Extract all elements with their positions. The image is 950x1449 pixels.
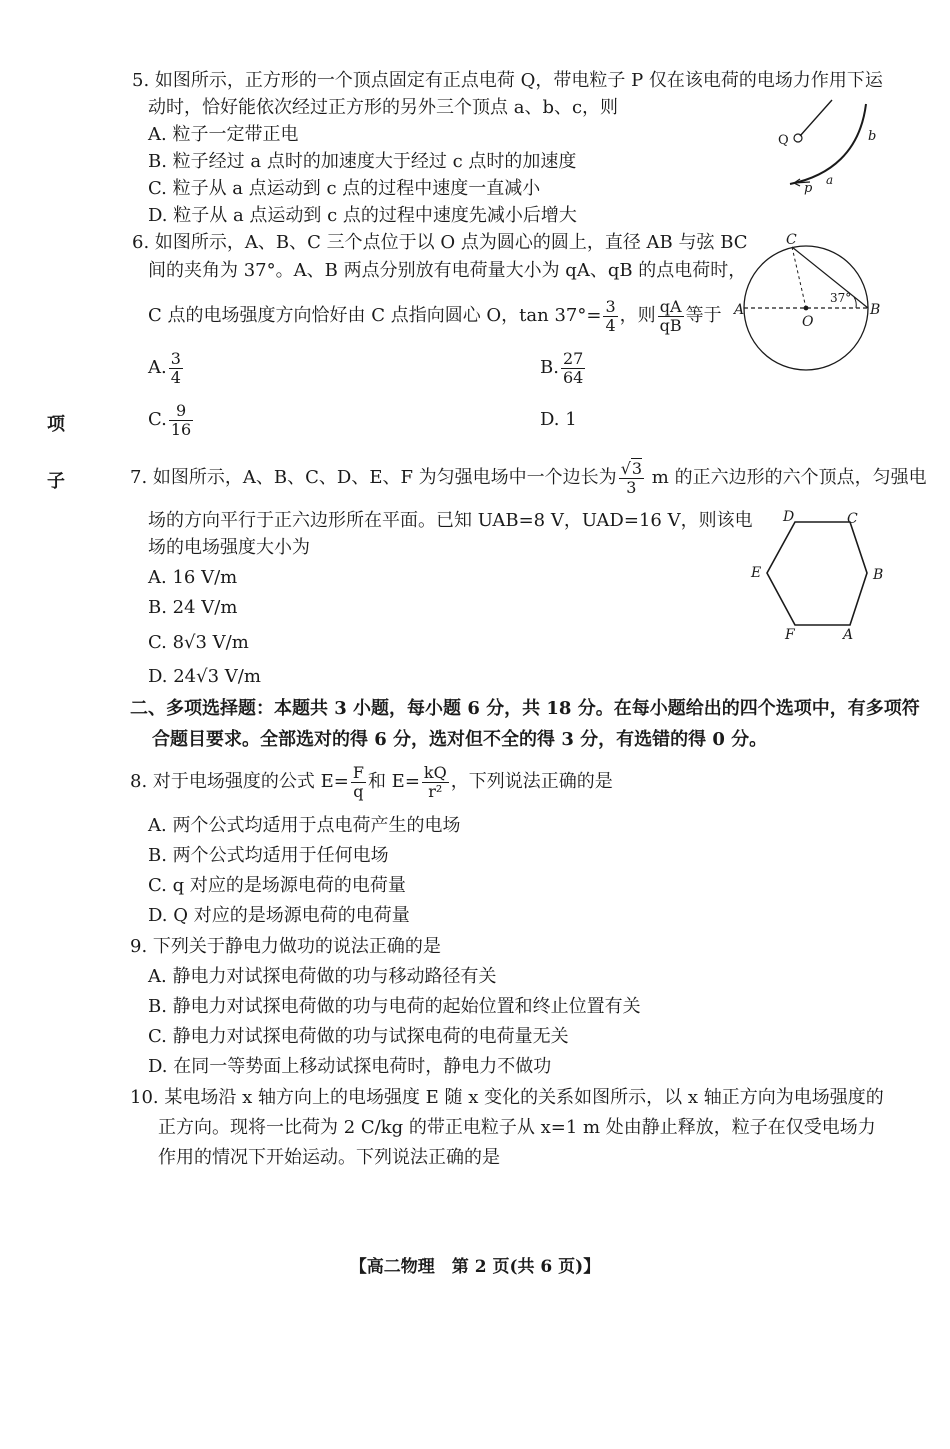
q6-stem-line1: 6. 如图所示，A、B、C 三个点位于以 O 点为圆心的圆上，直径 AB 与弦 BC xyxy=(132,232,748,253)
q8-option-d: D. Q 对应的是场源电荷的电荷量 xyxy=(148,905,410,926)
q7-stem1-a: 7. 如图所示，A、B、C、D、E、F 为匀强电场中一个边长为 xyxy=(130,467,617,488)
q6-option-a-frac xyxy=(169,350,183,387)
q6-stem3-b: ，则 xyxy=(619,305,656,326)
formula-kq-over-r2 xyxy=(422,764,449,801)
q8-stem-c: ，下列说法正确的是 xyxy=(450,771,613,792)
q5-label-Q: Q xyxy=(778,133,789,148)
f2-den: r² xyxy=(428,781,443,801)
q7-stem1-b: m 的正六边形的六个顶点，匀强电 xyxy=(646,467,927,488)
section2-line1: 二、多项选择题：本题共 3 小题，每小题 6 分，共 18 分。在每小题给出的四个选项中，有多项符 xyxy=(130,698,920,719)
q7-label-F: F xyxy=(785,627,795,643)
f1-den: q xyxy=(353,781,364,801)
q9-option-a: A. 静电力对试探电荷做的功与移动路径有关 xyxy=(148,966,497,987)
q8-stem xyxy=(130,762,613,802)
q6-a-den: 4 xyxy=(170,367,181,387)
q6-b-num: 27 xyxy=(562,348,584,368)
q6-label-C: C xyxy=(786,232,797,248)
q7-option-c: C. 8√3 V/m xyxy=(148,632,249,653)
page-footer: 【高二物理 第 2 页(共 6 页)】 xyxy=(349,1257,601,1277)
q7-label-D: D xyxy=(783,509,795,525)
q9-option-b: B. 静电力对试探电荷做的功与电荷的起始位置和终止位置有关 xyxy=(148,996,641,1017)
q7-stem-line2: 场的方向平行于正六边形所在平面。已知 UAB=8 V，UAD=16 V，则该电 xyxy=(148,510,753,531)
f1-num: F xyxy=(352,762,364,782)
q6-option-b xyxy=(540,348,587,388)
q6-c-num: 9 xyxy=(169,402,193,421)
q6-option-c-frac xyxy=(169,402,193,439)
q5-label-b: b xyxy=(868,129,877,144)
q6-stem3-a: C 点的电场强度方向恰好由 C 点指向圆心 O，tan 37°= xyxy=(148,305,602,326)
q5-option-c: C. 粒子从 a 点运动到 c 点的过程中速度一直减小 xyxy=(148,178,541,199)
side-num: √3 xyxy=(620,458,643,478)
side-length-fraction xyxy=(619,460,644,497)
q6-option-c xyxy=(148,400,195,440)
q6-option-b-label: B. xyxy=(540,357,559,378)
q8-option-a: A. 两个公式均适用于点电荷产生的电场 xyxy=(148,815,461,836)
q6-option-d: D. 1 xyxy=(540,409,577,430)
side-den: 3 xyxy=(626,477,637,497)
q5-option-a: A. 粒子一定带正电 xyxy=(148,124,299,145)
q6-a-num: 3 xyxy=(170,348,181,368)
q10-line3: 作用的情况下开始运动。下列说法正确的是 xyxy=(158,1147,500,1168)
q8-stem-b: 和 E= xyxy=(367,771,420,792)
ratio-den: qB xyxy=(659,315,682,335)
q7-stem-line3: 场的电场强度大小为 xyxy=(148,537,310,558)
q5-figure xyxy=(770,92,890,197)
q6-label-O: O xyxy=(802,314,814,330)
q7-option-d: D. 24√3 V/m xyxy=(148,666,261,687)
formula-f-over-q xyxy=(351,764,366,801)
q7-label-A: A xyxy=(843,627,854,643)
q6-option-a xyxy=(148,348,185,388)
section2-line2: 合题目要求。全部选对的得 6 分，选对但不全的得 3 分，有选错的得 0 分。 xyxy=(152,729,768,750)
q5-stem-line1: 5. 如图所示，正方形的一个顶点固定有正点电荷 Q，带电粒子 P 仅在该电荷的电场力作用下运 xyxy=(132,70,883,91)
tan-num: 3 xyxy=(605,296,616,316)
q7-stem-line1 xyxy=(130,458,927,498)
q8-option-b: B. 两个公式均适用于任何电场 xyxy=(148,845,389,866)
q6-figure xyxy=(730,228,885,378)
q6-option-b-frac xyxy=(561,350,585,387)
q5-stem-line2: 动时，恰好能依次经过正方形的另外三个顶点 a、b、c，则 xyxy=(148,97,619,118)
q8-option-c: C. q 对应的是场源电荷的电荷量 xyxy=(148,875,406,896)
q10-line2: 正方向。现将一比荷为 2 C/kg 的带正电粒子从 x=1 m 处由静止释放，粒子在仅受电场力 xyxy=(158,1117,876,1138)
q7-label-E: E xyxy=(751,565,762,581)
q9-option-c: C. 静电力对试探电荷做的功与试探电荷的电荷量无关 xyxy=(148,1026,569,1047)
q9-stem: 9. 下列关于静电力做功的说法正确的是 xyxy=(130,936,441,957)
q6-c-den: 16 xyxy=(170,419,192,439)
q6-stem-line3 xyxy=(148,296,722,336)
q5-option-d: D. 粒子从 a 点运动到 c 点的过程中速度先减小后增大 xyxy=(148,205,577,226)
side-label-2: 子 xyxy=(47,471,65,492)
ratio-num: qA xyxy=(658,298,684,317)
q7-label-C: C xyxy=(847,511,858,527)
q7-option-a: A. 16 V/m xyxy=(148,567,238,588)
q6-option-a-label: A. xyxy=(148,357,167,378)
q10-line1: 10. 某电场沿 x 轴方向上的电场强度 E 随 x 变化的关系如图所示，以 x 轴正方向为电场强度的 xyxy=(130,1087,884,1108)
q6-b-den: 64 xyxy=(562,367,584,387)
q5-label-p: p xyxy=(804,181,813,196)
q7-option-b: B. 24 V/m xyxy=(148,597,238,618)
q9-option-d: D. 在同一等势面上移动试探电荷时，静电力不做功 xyxy=(148,1056,552,1077)
q6-label-B: B xyxy=(870,302,881,318)
q6-stem3-c: 等于 xyxy=(685,305,722,326)
q6-angle-label: 37° xyxy=(830,291,852,305)
side-num-radicand: 3 xyxy=(631,458,643,478)
q6-option-c-label: C. xyxy=(148,409,167,430)
q7-hexagon-figure xyxy=(745,505,895,645)
side-label-1: 项 xyxy=(47,414,65,435)
q7-label-B: B xyxy=(873,567,884,583)
q5-option-b: B. 粒子经过 a 点时的加速度大于经过 c 点时的加速度 xyxy=(148,151,577,172)
f2-num: kQ xyxy=(423,762,447,782)
q8-stem-a: 8. 对于电场强度的公式 E= xyxy=(130,771,349,792)
charge-ratio xyxy=(658,298,684,335)
q6-label-A: A xyxy=(734,302,745,318)
q5-label-a: a xyxy=(826,173,834,187)
q6-stem-line2: 间的夹角为 37°。A、B 两点分别放有电荷量大小为 qA、qB 的点电荷时， xyxy=(148,260,747,281)
tan-den: 4 xyxy=(605,315,616,335)
tan-fraction xyxy=(603,298,617,335)
